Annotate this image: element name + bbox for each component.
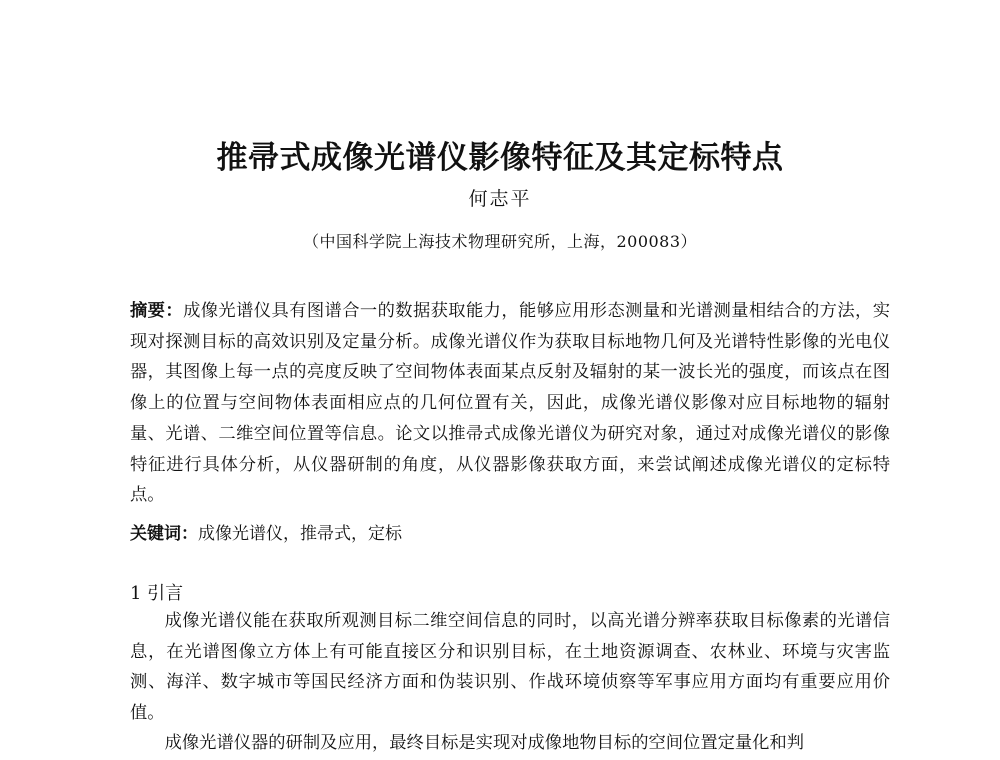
abstract-text: 成像光谱仪具有图谱合一的数据获取能力，能够应用形态测量和光谱测量相结合的方法，实现对探测目标的高效识别及定量分析。成像光谱仪作为获取目标地物几何及光谱特性影像的光电仪器，其图像上每一点的亮度反映了空间物体表面某点反射及辐射的某一波长光的强度，而该点在图像上的位置与空间物体表面相应点的几何位置有关，因此，成像光谱仪影像对应目标地物的辐射量、光谱、二维空间位置等信息。论文以推帚式成像光谱仪为研究对象，通过对成像光谱仪的影像特征进行具体分析，从仪器研制的角度，从仪器影像获取方面，来尝试阐述成像光谱仪的定标特点。 xyxy=(130,301,890,506)
section-heading-introduction: 1 引言 xyxy=(130,583,184,604)
body-paragraph: 成像光谱仪能在获取所观测目标二维空间信息的同时，以高光谱分辨率获取目标像素的光谱信息，在光谱图像立方体上有可能直接区分和识别目标，在土地资源调查、农林业、环境与灾害监测、海洋、数字城市等国民经济方面和伪装识别、作战环境侦察等军事应用方面均有重要应用价值。 xyxy=(130,611,890,723)
body-paragraph: 成像光谱仪器的研制及应用，最终目标是实现对成像地物目标的空间位置定量化和判 xyxy=(164,733,805,753)
section-body-introduction xyxy=(130,606,890,759)
paper-author: 何志平 xyxy=(468,188,532,210)
keywords xyxy=(130,520,890,548)
abstract-label: 摘要： xyxy=(130,301,184,321)
paper-affiliation: （中国科学院上海技术物理研究所，上海，200083） xyxy=(302,232,698,251)
paper-title: 推帚式成像光谱仪影像特征及其定标特点 xyxy=(216,140,784,176)
keywords-label: 关键词： xyxy=(130,524,198,544)
abstract xyxy=(130,296,890,511)
keywords-text: 成像光谱仪，推帚式，定标 xyxy=(198,524,402,544)
